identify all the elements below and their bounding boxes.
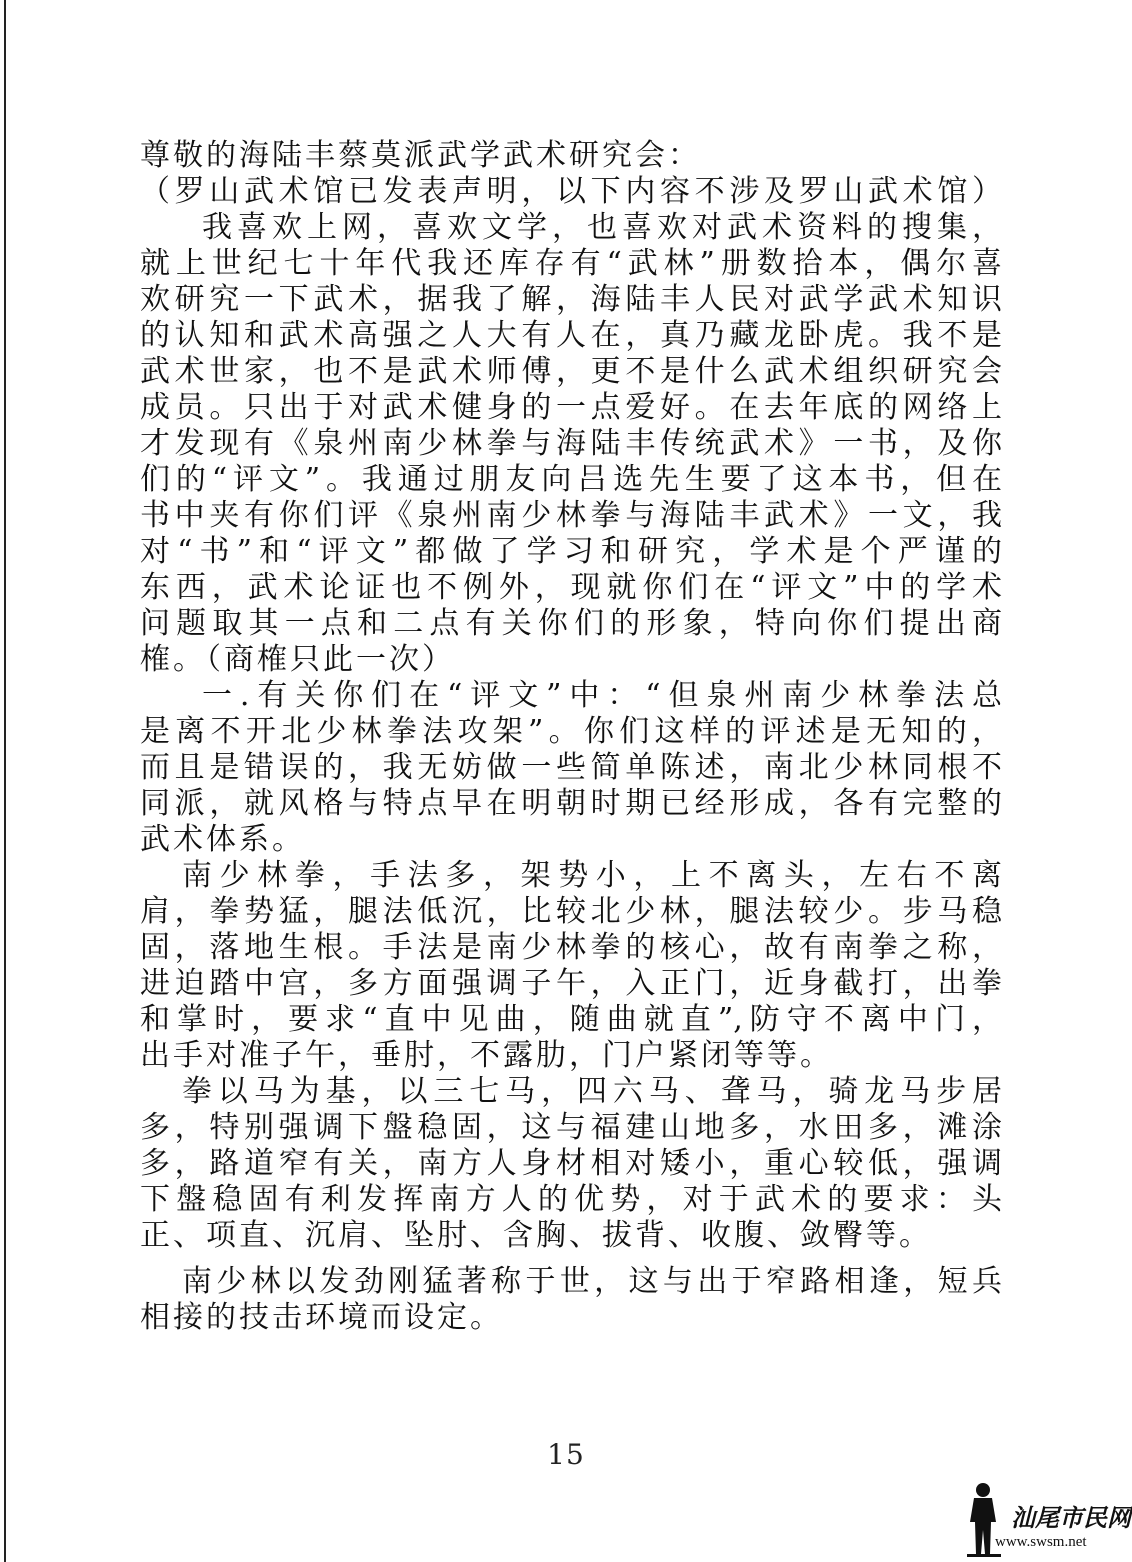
paragraph-line: 南少林拳，手法多，架势小，上不离头，左右不离 — [182, 858, 1002, 893]
paragraph-line: 肩，拳势猛，腿法低沉，比较北少林，腿法较少。步马稳 — [140, 894, 1002, 929]
paragraph-line: 拳以马为基，以三七马，四六马、聋马，骑龙马步居 — [182, 1074, 1002, 1109]
paragraph-line: 武术世家，也不是武术师傅，更不是什么武术组织研究会 — [140, 354, 1002, 389]
paragraph-line: 就上世纪七十年代我还库存有“武林”册数拾本，偶尔喜 — [140, 246, 1002, 281]
paragraph-line: 和掌时，要求“直中见曲，随曲就直”,防守不离中门， — [140, 1002, 1002, 1037]
left-border-line — [4, 0, 6, 1562]
paragraph-line: 同派，就风格与特点早在明朝时期已经形成，各有完整的 — [140, 786, 1002, 821]
paragraph-line: 欢研究一下武术，据我了解，海陆丰人民对武学武术知识 — [140, 282, 1002, 317]
watermark-name: 汕尾市民网 — [1011, 1503, 1131, 1532]
letter-body — [140, 138, 1002, 1336]
paragraph-line: 榷。（商榷只此一次） — [140, 642, 455, 677]
paragraph-line: 武术体系。 — [140, 822, 305, 857]
paragraph-line: 下盤稳固有利发挥南方人的优势，对于武术的要求：头 — [140, 1182, 1002, 1217]
paragraph-line: 多，特别强调下盤稳固，这与福建山地多，水田多，滩涂 — [140, 1110, 1002, 1145]
paragraph-line: 问题取其一点和二点有关你们的形象，特向你们提出商 — [140, 606, 1002, 641]
paragraph-gap — [140, 1254, 1002, 1264]
paragraph-line: 成员。只出于对武术健身的一点爱好。在去年底的网络上 — [140, 390, 1002, 425]
paragraph-line: 出手对准子午，垂肘，不露肋，门户紧闭等等。 — [140, 1038, 833, 1073]
watermark-url[interactable]: www.swsm.net — [995, 1534, 1087, 1550]
paragraph-line: 一.有关你们在“评文”中：“但泉州南少林拳法总 — [202, 678, 1002, 713]
site-watermark[interactable] — [961, 1478, 1131, 1558]
paragraph-line: 进迫踏中宫，多方面强调子午，入正门，近身截打，出拳 — [140, 966, 1002, 1001]
paragraph-line: 东西，武术论证也不例外，现就你们在“评文”中的学术 — [140, 570, 1002, 605]
paragraph-line: 对“书”和“评文”都做了学习和研究，学术是个严谨的 — [140, 534, 1002, 569]
salutation: 尊敬的海陆丰蔡莫派武学武术研究会： — [140, 138, 701, 173]
paragraph-line: 我喜欢上网，喜欢文学，也喜欢对武术资料的搜集， — [202, 210, 1002, 245]
paragraph-line: 而且是错误的，我无妨做一些简单陈述，南北少林同根不 — [140, 750, 1002, 785]
paragraph-line: 南少林以发劲刚猛著称于世，这与出于窄路相逢，短兵 — [182, 1264, 1002, 1299]
paragraph-line: 正、项直、沉肩、坠肘、含胸、拔背、收腹、敛臀等。 — [140, 1218, 932, 1253]
paragraph-line: 们的“评文”。我通过朋友向吕选先生要了这本书，但在 — [140, 462, 1002, 497]
page-number: 15 — [547, 1438, 585, 1471]
disclaimer-line: （罗山武术馆已发表声明，以下内容不涉及罗山武术馆） — [140, 174, 1002, 209]
paragraph-line: 书中夹有你们评《泉州南少林拳与海陆丰武术》一文，我 — [140, 498, 1002, 533]
paragraph-line: 才发现有《泉州南少林拳与海陆丰传统武术》一书，及你 — [140, 426, 1002, 461]
paragraph-line: 多，路道窄有关，南方人身材相对矮小，重心较低，强调 — [140, 1146, 1002, 1181]
paragraph-line: 的认知和武术高强之人大有人在，真乃藏龙卧虎。我不是 — [140, 318, 1002, 353]
paragraph-line: 是离不开北少林拳法攻架”。你们这样的评述是无知的， — [140, 714, 1002, 749]
paragraph-line: 固，落地生根。手法是南少林拳的核心，故有南拳之称， — [140, 930, 1002, 965]
paragraph-line: 相接的技击环境而设定。 — [140, 1300, 503, 1335]
